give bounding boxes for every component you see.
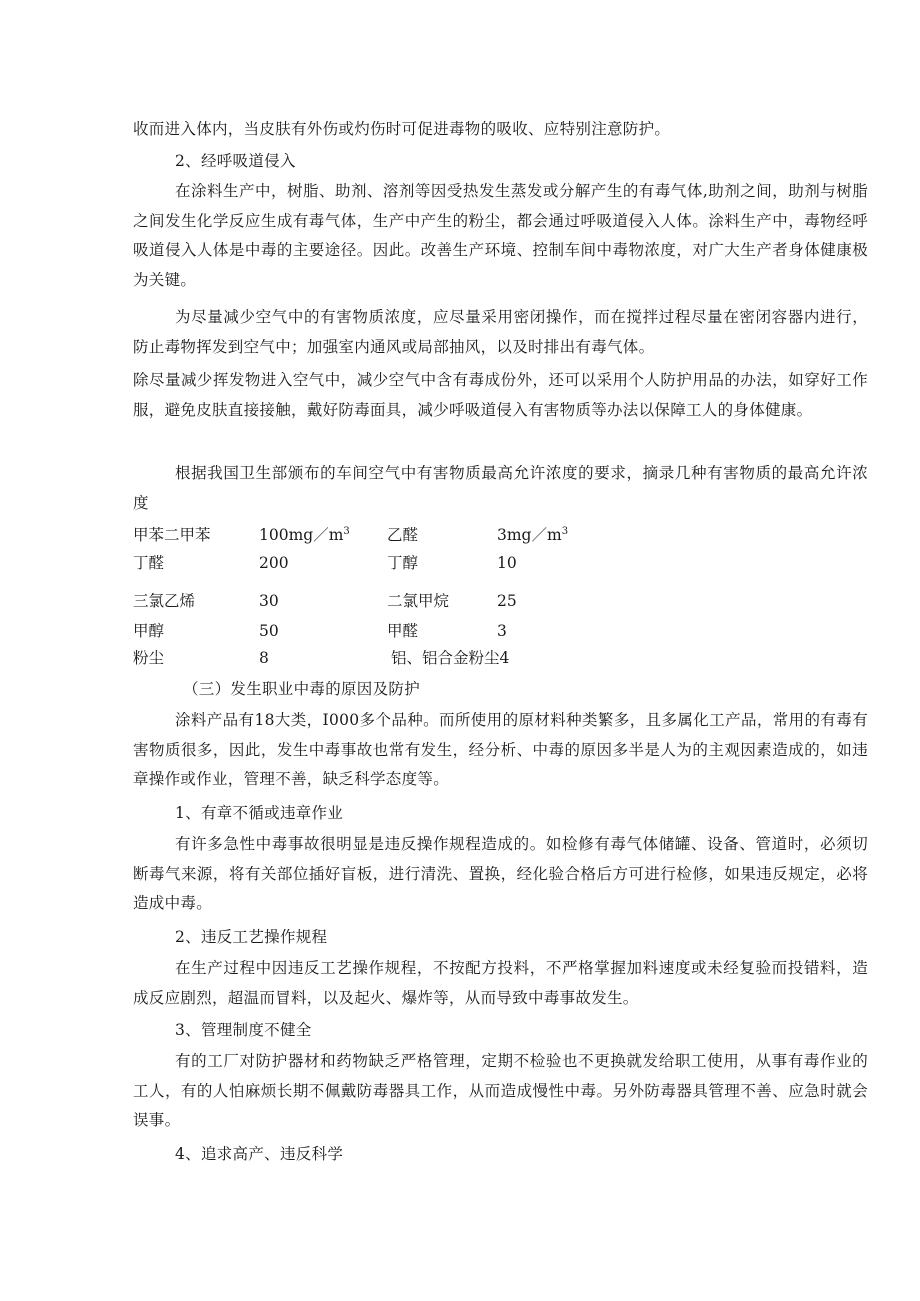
- paragraph-reduce-concentration: 为尽量减少空气中的有害物质浓度，应尽量采用密闭操作，而在搅拌过程尽量在密闭容器内进行，防止毒物挥发到空气中；加强室内通风或局部抽风，以及时排出有毒气体。: [133, 308, 868, 356]
- paragraph-personal-protection: 除尽量减少挥发物进入空气中，减少空气中含有毒成份外，还可以采用个人防护用品的办法，如穿好工作服，避免皮肤直接接触，戴好防毒面具，减少呼吸道侵入有害物质等办法以保障工人的身体健康。: [133, 371, 868, 419]
- paragraph-poisoning-causes: 涂料产品有18大类，I000多个品种。而所使用的原材料种类繁多，且多属化工产品，常用的有毒有害物质很多，因此，发生中毒事故也常有发生，经分析、中毒的原因多半是人为的主观因素造成的，如违章操作或作业，管理不善，缺乏科学态度等。: [133, 711, 868, 788]
- paragraph-management-system: 有的工厂对防护器材和药物缺乏严格管理，定期不检验也不更换就发给职工使用，从事有毒作业的工人，有的人怕麻烦长期不佩戴防毒器具工作，从而造成慢性中毒。另外防毒器具管理不善、应急时就会误事。: [133, 1052, 868, 1129]
- heading-management-system: 3、管理制度不健全: [175, 1021, 312, 1039]
- paragraph-process-violation: 在生产过程中因违反工艺操作规程，不按配方投料，不严格掌握加料速度或未经复验而投错料，造成反应剧烈，超温而冒料，以及起火、爆炸等，从而导致中毒事故发生。: [133, 959, 868, 1007]
- concentration-row: [133, 521, 733, 550]
- concentration-row: [133, 587, 733, 616]
- substance-name: 铝、铝合金粉尘4: [391, 649, 510, 667]
- substance-value: 50: [259, 622, 279, 640]
- substance-value: 8: [259, 649, 269, 667]
- substance-value: 200: [259, 554, 289, 572]
- substance-name: 粉尘: [133, 649, 165, 667]
- heading-process-violation: 2、违反工艺操作规程: [175, 928, 328, 946]
- substance-value: $3mg/m^3$: [497, 525, 569, 544]
- substance-value: 10: [497, 554, 517, 572]
- concentration-row: [133, 644, 733, 673]
- substance-value: $100mg/m^3$: [259, 525, 350, 544]
- substance-value: 3: [497, 622, 507, 640]
- substance-value: 25: [497, 592, 517, 610]
- paragraph-skin-absorption: 收而进入体内，当皮肤有外伤或灼伤时可促进毒物的吸收、应特别注意防护。: [133, 120, 671, 138]
- substance-name: 乙醛: [387, 526, 419, 544]
- paragraph-rule-violation: 有许多急性中毒事故很明显是违反操作规程造成的。如检修有毒气体储罐、设备、管道时，必须切断毒气来源，将有关部位插好盲板，进行清洗、置换，经化验合格后方可进行检修，如果违反规定，必将造成中毒。: [133, 835, 868, 912]
- substance-name: 二氯甲烷: [387, 592, 450, 610]
- substance-value: 30: [259, 592, 279, 610]
- substance-name: 丁醛: [133, 554, 165, 572]
- substance-name: 甲醛: [387, 622, 419, 640]
- concentration-row: [133, 549, 733, 578]
- paragraph-respiratory-intake: 在涂料生产中，树脂、助剂、溶剂等因受热发生蒸发或分解产生的有毒气体,助剂之间，助剂与树脂之间发生化学反应生成有毒气体，生产中产生的粉尘，都会通过呼吸道侵入人体。涂料生产中，毒物经呼吸道侵入人体是中毒的主要途径。因此。改善生产环境、控制车间中毒物浓度，对广大生产者身体健康极为关键。: [133, 182, 868, 289]
- concentration-row: [133, 617, 733, 646]
- substance-name: 三氯乙烯: [133, 592, 196, 610]
- paragraph-allowable-concentration: 根据我国卫生部颁布的车间空气中有害物质最高允许浓度的要求，摘录几种有害物质的最高允许浓度: [133, 464, 868, 512]
- substance-name: 甲苯二甲苯: [133, 526, 211, 544]
- heading-occupational-poisoning-causes: （三）发生职业中毒的原因及防护: [183, 680, 421, 698]
- heading-respiratory-intake: 2、经呼吸道侵入: [175, 152, 296, 170]
- substance-name: 丁醇: [387, 554, 419, 572]
- heading-rule-violation: 1、有章不循或违章作业: [175, 804, 344, 822]
- substance-name: 甲醇: [133, 622, 165, 640]
- heading-high-output: 4、追求高产、违反科学: [175, 1145, 344, 1163]
